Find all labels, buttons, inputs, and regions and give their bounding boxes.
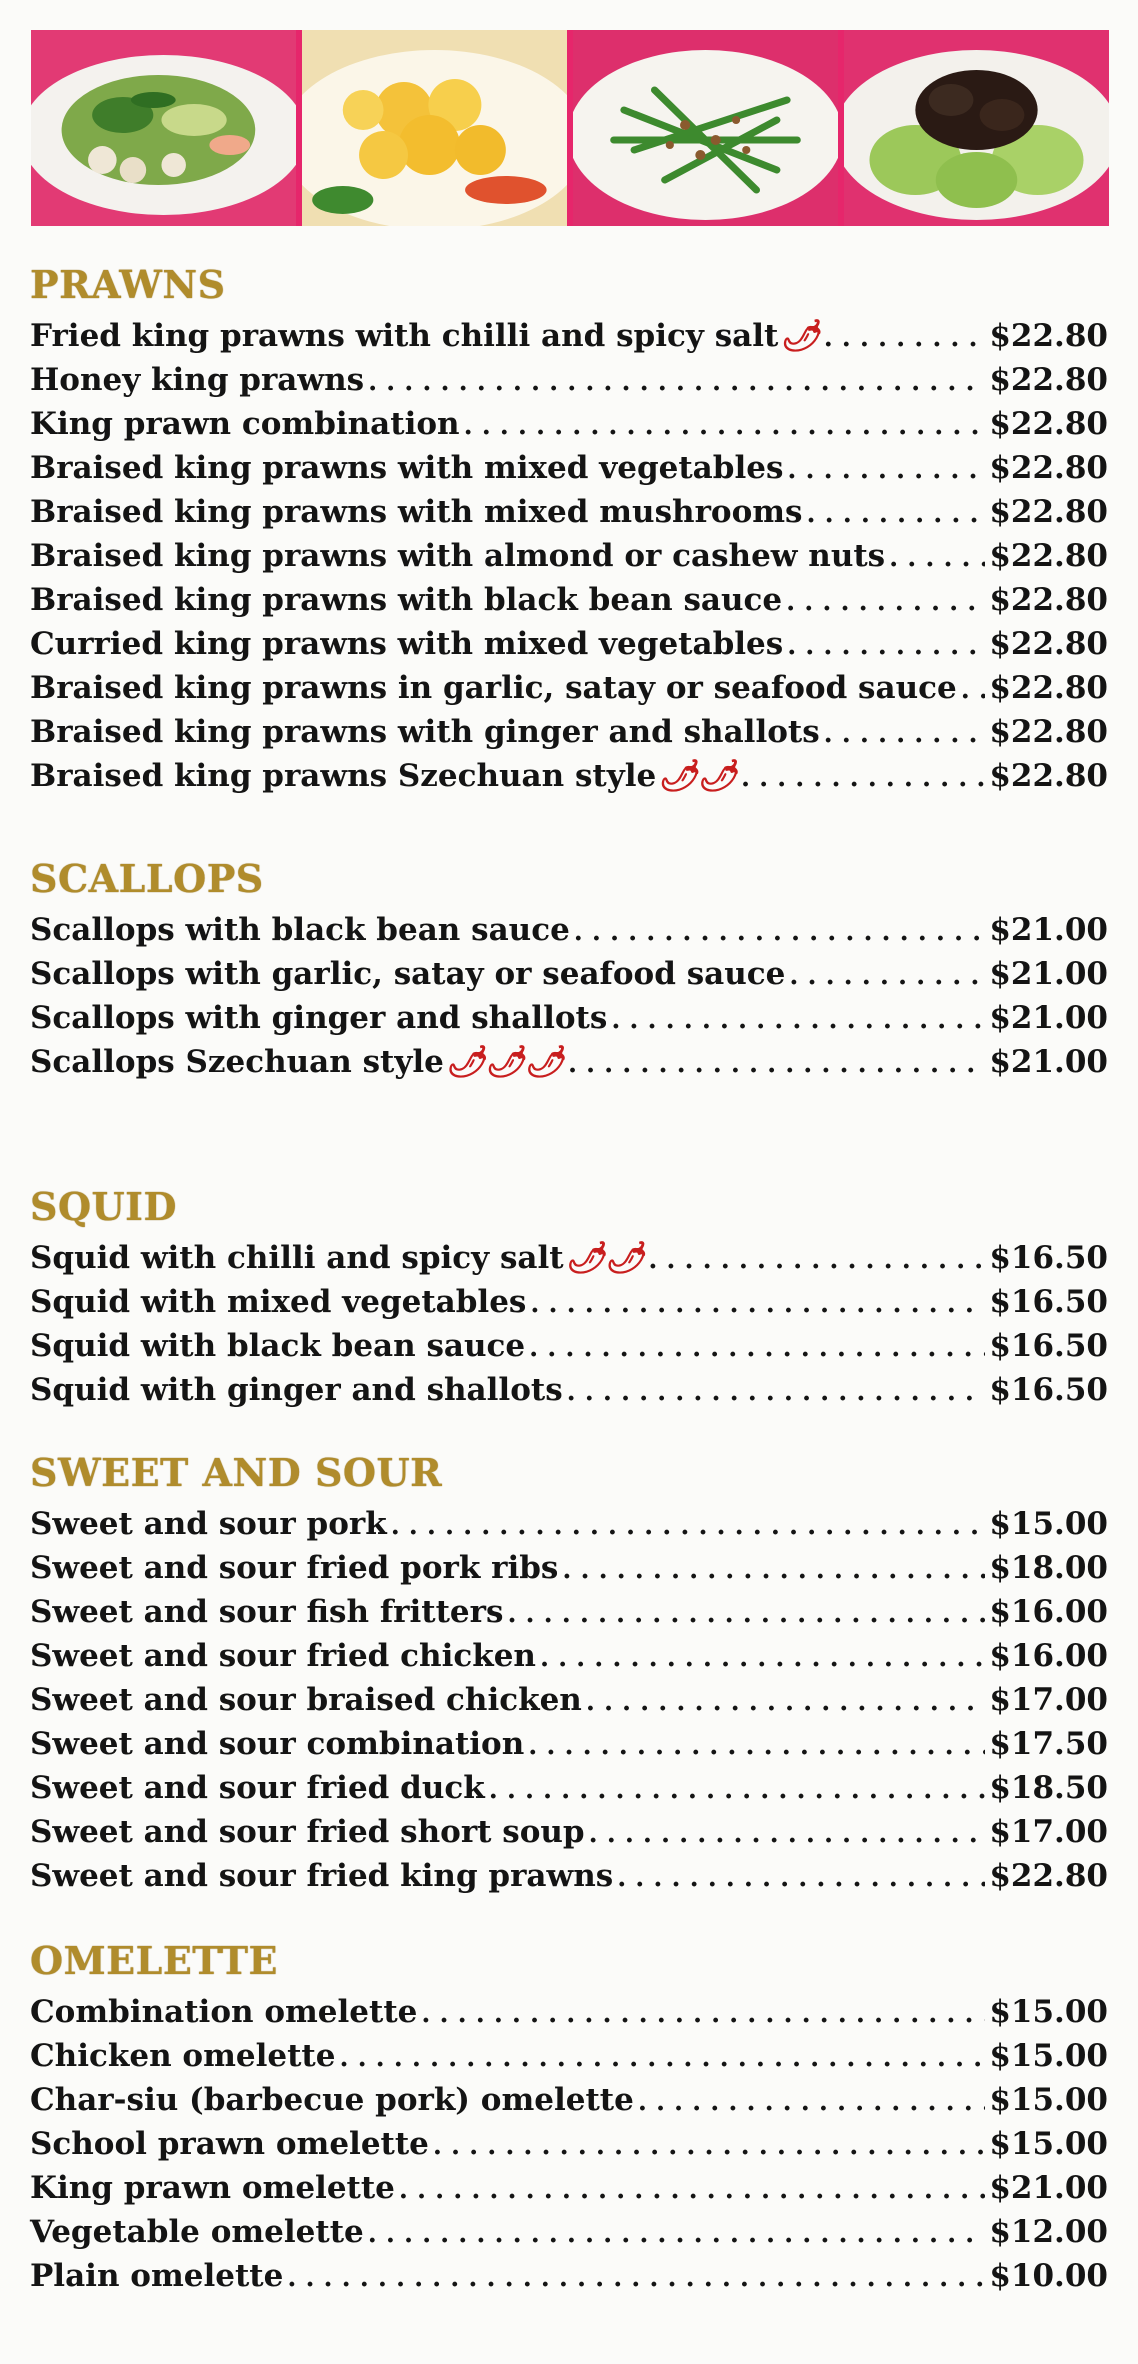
item-name: Sweet and sour pork xyxy=(30,1506,387,1542)
section-sweet-and-sour xyxy=(30,1450,1108,1898)
item-price: $22.80 xyxy=(989,450,1108,486)
chili-icon: 🌶 xyxy=(780,318,820,354)
dot-leader xyxy=(786,580,985,624)
dot-leader xyxy=(807,492,986,536)
item-name: Squid with black bean sauce xyxy=(30,1328,526,1364)
menu-item xyxy=(30,2254,1108,2298)
item-price: $16.00 xyxy=(989,1638,1108,1674)
dot-leader xyxy=(287,2256,985,2300)
green-beans-photo xyxy=(573,30,838,226)
item-name: School prawn omelette xyxy=(30,2126,429,2162)
dot-leader xyxy=(540,1636,985,1680)
menu-item xyxy=(30,446,1108,490)
item-name: Scallops with ginger and shallots xyxy=(30,1000,608,1036)
section-heading: SWEET AND SOUR xyxy=(30,1450,443,1495)
chili-icon: 🌶🌶🌶 xyxy=(445,1044,564,1080)
item-price: $18.50 xyxy=(989,1770,1108,1806)
item-name: Squid with chilli and spicy salt xyxy=(30,1240,564,1276)
item-name: Sweet and sour combination xyxy=(30,1726,525,1762)
menu-item xyxy=(30,1810,1108,1854)
item-price: $21.00 xyxy=(989,1044,1108,1080)
menu-item xyxy=(30,1634,1108,1678)
menu-item xyxy=(30,578,1108,622)
item-name: Squid with mixed vegetables xyxy=(30,1284,527,1320)
item-name: Braised king prawns Szechuan style xyxy=(30,758,657,794)
menu-item xyxy=(30,1546,1108,1590)
dot-leader xyxy=(530,1282,985,1326)
dot-leader xyxy=(507,1592,985,1636)
dot-leader xyxy=(638,2080,986,2124)
menu-item xyxy=(30,2122,1108,2166)
dot-leader xyxy=(787,624,985,668)
item-price: $22.80 xyxy=(989,1858,1108,1894)
item-price: $16.50 xyxy=(989,1328,1108,1364)
menu-list xyxy=(30,262,1108,2298)
dot-leader xyxy=(567,1370,986,1414)
item-name: Sweet and sour fried short soup xyxy=(30,1814,585,1850)
menu-item xyxy=(30,1280,1108,1324)
dot-leader xyxy=(529,1326,985,1370)
menu-item xyxy=(30,402,1108,446)
item-price: $17.00 xyxy=(989,1682,1108,1718)
dot-leader xyxy=(489,1768,986,1812)
item-price: $22.80 xyxy=(989,406,1108,442)
item-price: $22.80 xyxy=(989,318,1108,354)
item-name: Chicken omelette xyxy=(30,2038,336,2074)
food-photo-banner xyxy=(31,30,1109,226)
menu-item xyxy=(30,2078,1108,2122)
menu-item xyxy=(30,1590,1108,1634)
stir-fry-photo xyxy=(31,30,296,226)
item-name: Braised king prawns in garlic, satay or seafood sauce xyxy=(30,670,957,706)
menu-item xyxy=(30,1368,1108,1412)
item-price: $22.80 xyxy=(989,538,1108,574)
menu-item xyxy=(30,1854,1108,1898)
item-price: $16.50 xyxy=(989,1372,1108,1408)
menu-item xyxy=(30,314,1108,358)
item-name: Scallops Szechuan style xyxy=(30,1044,444,1080)
item-price: $22.80 xyxy=(989,714,1108,750)
section-squid xyxy=(30,1184,1108,1412)
menu-item xyxy=(30,1236,1108,1280)
dot-leader xyxy=(824,712,986,756)
menu-item xyxy=(30,1678,1108,1722)
item-name: Braised king prawns with almond or cashew nuts xyxy=(30,538,886,574)
item-price: $15.00 xyxy=(989,2082,1108,2118)
item-price: $15.00 xyxy=(989,2038,1108,2074)
item-name: Fried king prawns with chilli and spicy salt xyxy=(30,318,779,354)
dot-leader xyxy=(399,2168,985,2212)
section-heading: SCALLOPS xyxy=(30,856,264,901)
item-price: $15.00 xyxy=(989,2126,1108,2162)
menu-item xyxy=(30,1766,1108,1810)
menu-item xyxy=(30,952,1108,996)
item-name: Curried king prawns with mixed vegetables xyxy=(30,626,784,662)
menu-item xyxy=(30,1324,1108,1368)
menu-item xyxy=(30,996,1108,1040)
menu-item xyxy=(30,754,1108,798)
item-name: Squid with ginger and shallots xyxy=(30,1372,563,1408)
mushroom-greens-photo xyxy=(844,30,1109,226)
dot-leader xyxy=(611,998,985,1042)
dot-leader xyxy=(648,1238,985,1282)
dot-leader xyxy=(433,2124,985,2168)
dot-leader xyxy=(368,360,985,404)
item-name: Sweet and sour fish fritters xyxy=(30,1594,504,1630)
item-name: Sweet and sour fried king prawns xyxy=(30,1858,614,1894)
section-heading: PRAWNS xyxy=(30,262,226,307)
dot-leader xyxy=(562,1548,985,1592)
item-price: $16.50 xyxy=(989,1240,1108,1276)
item-price: $22.80 xyxy=(989,670,1108,706)
item-price: $12.00 xyxy=(989,2214,1108,2250)
dot-leader xyxy=(421,1992,985,2036)
item-price: $17.00 xyxy=(989,1814,1108,1850)
item-name: Sweet and sour fried chicken xyxy=(30,1638,536,1674)
menu-item xyxy=(30,2166,1108,2210)
item-price: $15.00 xyxy=(989,1994,1108,2030)
item-price: $22.80 xyxy=(989,758,1108,794)
dot-leader xyxy=(391,1504,986,1548)
chili-icon: 🌶🌶 xyxy=(658,758,737,794)
item-name: Char-siu (barbecue pork) omelette xyxy=(30,2082,634,2118)
item-price: $17.50 xyxy=(989,1726,1108,1762)
dot-leader xyxy=(617,1856,985,1900)
dot-leader xyxy=(574,910,986,954)
dot-leader xyxy=(741,756,985,800)
section-scallops xyxy=(30,856,1108,1084)
item-price: $21.00 xyxy=(989,2170,1108,2206)
item-name: Plain omelette xyxy=(30,2258,284,2294)
menu-item xyxy=(30,2034,1108,2078)
section-omelette xyxy=(30,1938,1108,2298)
menu-item xyxy=(30,622,1108,666)
menu-item xyxy=(30,490,1108,534)
menu-item xyxy=(30,710,1108,754)
item-price: $22.80 xyxy=(989,362,1108,398)
menu-item xyxy=(30,534,1108,578)
item-name: Scallops with black bean sauce xyxy=(30,912,570,948)
dot-leader xyxy=(368,2212,986,2256)
dot-leader xyxy=(824,316,986,360)
menu-item xyxy=(30,908,1108,952)
chili-icon: 🌶🌶 xyxy=(565,1240,645,1276)
item-name: Braised king prawns with ginger and shallots xyxy=(30,714,820,750)
item-price: $21.00 xyxy=(989,956,1108,992)
item-price: $18.00 xyxy=(989,1550,1108,1586)
dot-leader xyxy=(339,2036,985,2080)
menu-item xyxy=(30,1502,1108,1546)
menu-item xyxy=(30,1990,1108,2034)
item-name: Scallops with garlic, satay or seafood sauce xyxy=(30,956,786,992)
dot-leader xyxy=(568,1042,985,1086)
menu-item xyxy=(30,358,1108,402)
item-price: $16.00 xyxy=(989,1594,1108,1630)
menu-item xyxy=(30,666,1108,710)
item-name: King prawn omelette xyxy=(30,2170,395,2206)
section-heading: OMELETTE xyxy=(30,1938,278,1983)
menu-item xyxy=(30,2210,1108,2254)
item-name: Vegetable omelette xyxy=(30,2214,364,2250)
dot-leader xyxy=(889,536,985,580)
dot-leader xyxy=(787,448,985,492)
item-price: $15.00 xyxy=(989,1506,1108,1542)
dot-leader xyxy=(464,404,986,448)
section-prawns xyxy=(30,262,1108,798)
item-price: $22.80 xyxy=(989,494,1108,530)
item-price: $10.00 xyxy=(989,2258,1108,2294)
item-name: Braised king prawns with mixed vegetables xyxy=(30,450,784,486)
item-name: Sweet and sour fried pork ribs xyxy=(30,1550,559,1586)
dot-leader xyxy=(589,1812,986,1856)
item-price: $16.50 xyxy=(989,1284,1108,1320)
item-price: $21.00 xyxy=(989,912,1108,948)
item-name: Braised king prawns with mixed mushrooms xyxy=(30,494,803,530)
menu-item xyxy=(30,1040,1108,1084)
item-name: King prawn combination xyxy=(30,406,460,442)
item-price: $21.00 xyxy=(989,1000,1108,1036)
section-heading: SQUID xyxy=(30,1184,177,1229)
dot-leader xyxy=(789,954,985,998)
item-price: $22.80 xyxy=(989,582,1108,618)
item-name: Sweet and sour braised chicken xyxy=(30,1682,582,1718)
dot-leader xyxy=(961,668,986,712)
item-name: Combination omelette xyxy=(30,1994,418,2030)
menu-item xyxy=(30,1722,1108,1766)
dot-leader xyxy=(528,1724,985,1768)
sweet-sour-photo xyxy=(302,30,567,226)
item-name: Braised king prawns with black bean sauce xyxy=(30,582,783,618)
item-price: $22.80 xyxy=(989,626,1108,662)
item-name: Honey king prawns xyxy=(30,362,365,398)
item-name: Sweet and sour fried duck xyxy=(30,1770,485,1806)
dot-leader xyxy=(586,1680,986,1724)
